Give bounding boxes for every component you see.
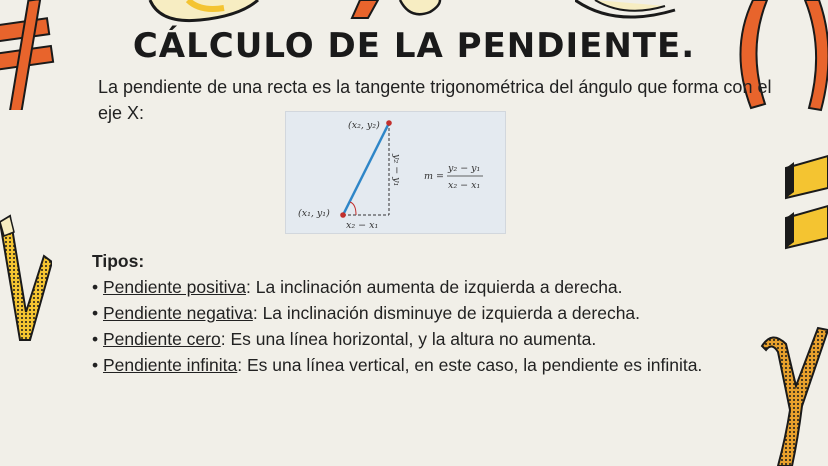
page-title: CÁLCULO DE LA PENDIENTE. — [132, 26, 696, 66]
point-1 — [340, 212, 346, 218]
formula-numerator: y₂ − y₁ — [448, 163, 481, 174]
percent-icon — [340, 0, 450, 24]
types-heading: Tipos: — [92, 251, 145, 271]
list-item — [92, 326, 752, 352]
slope-diagram — [286, 112, 505, 233]
formula-denominator: x₂ − x₁ — [448, 180, 481, 191]
list-item — [92, 352, 752, 378]
list-item — [92, 274, 752, 300]
types-list — [92, 274, 752, 378]
description: : La inclinación disminuye de izquierda a derecha. — [252, 303, 641, 323]
bullet: • — [92, 303, 103, 323]
sqrt-icon — [0, 212, 52, 342]
run-label: x₂ − x₁ — [346, 220, 379, 231]
term: Pendiente positiva — [103, 277, 247, 297]
description: : La inclinación aumenta de izquierda a derecha. — [246, 277, 623, 297]
term: Pendiente infinita — [103, 355, 238, 375]
point-2-label: (x₂, y₂) — [348, 120, 380, 131]
slope-line — [343, 123, 389, 215]
bullet: • — [92, 329, 103, 349]
top-left-curl-icon — [140, 0, 270, 28]
description: : Es una línea vertical, en este caso, la pendiente es infinita. — [237, 355, 703, 375]
intro-text: La pendiente de una recta es la tangente trigonométrica del ángulo que forma con el eje X: — [98, 77, 772, 123]
term: Pendiente cero — [103, 329, 221, 349]
list-item — [92, 300, 752, 326]
bullet: • — [92, 355, 103, 375]
term: Pendiente negativa — [103, 303, 253, 323]
description: : Es una línea horizontal, y la altura no aumenta. — [220, 329, 597, 349]
bullet: • — [92, 277, 103, 297]
formula-lhs: m = — [424, 171, 444, 182]
gamma-icon — [752, 326, 828, 466]
rise-label: y₂ − y₁ — [391, 154, 402, 187]
equals-icon — [780, 152, 828, 252]
point-1-label: (x₁, y₁) — [298, 208, 330, 219]
top-right-curl-icon — [575, 0, 685, 26]
angle-arc — [350, 202, 356, 215]
slope-figure — [285, 111, 506, 234]
point-2 — [386, 120, 392, 126]
types-section — [92, 248, 752, 378]
